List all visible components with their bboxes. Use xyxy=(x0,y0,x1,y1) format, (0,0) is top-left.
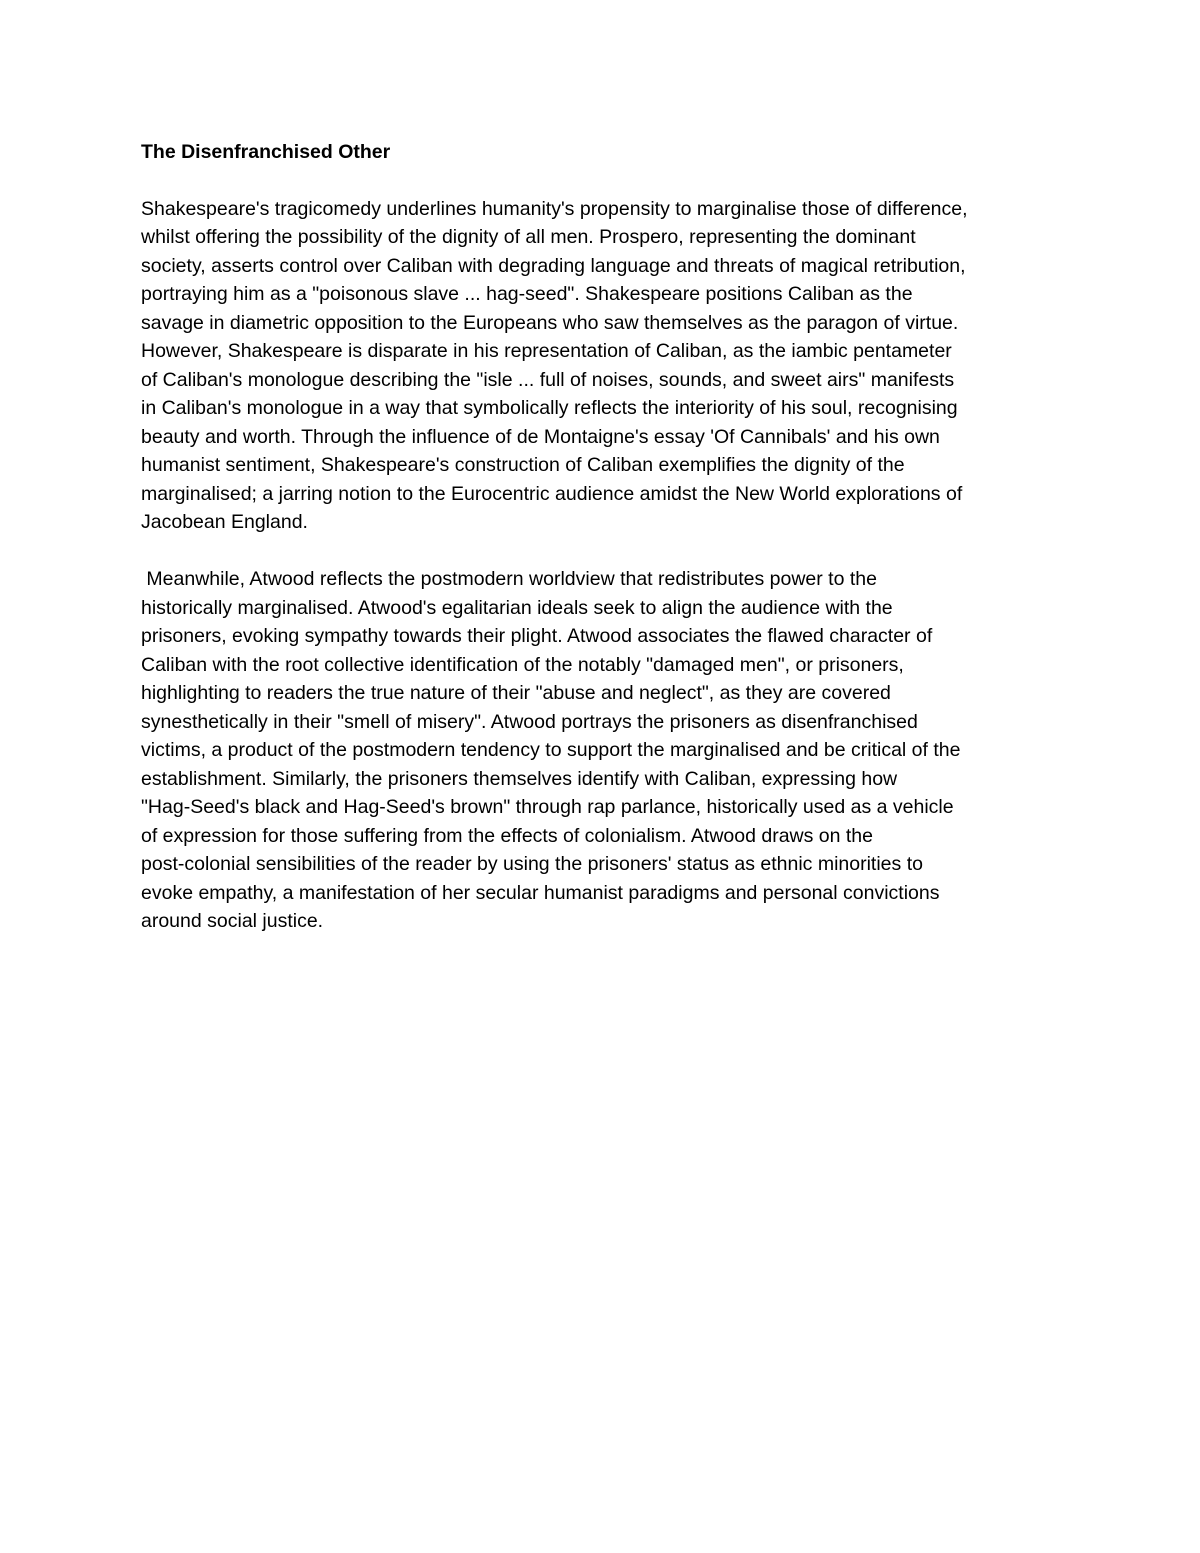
text-line: Meanwhile, Atwood reflects the postmodern worldview that redistributes power to the xyxy=(141,568,877,590)
text-line: Caliban with the root collective identification of the notably "damaged men", or prisoners, xyxy=(141,653,904,676)
text-line: post-colonial sensibilities of the reader by using the prisoners' status as ethnic minorities to xyxy=(141,853,923,875)
text-line: of expression for those suffering from the effects of colonialism. Atwood draws on the xyxy=(141,824,874,847)
text-line: savage in diametric opposition to the Europeans who saw themselves as the paragon of virtue. xyxy=(141,311,959,334)
text-line: evoke empathy, a manifestation of her secular humanist paradigms and personal convictions xyxy=(141,881,940,904)
text-line: "Hag-Seed's black and Hag-Seed's brown" through rap parlance, historically used as a vehicle xyxy=(141,796,954,818)
text-line: beauty and worth. Through the influence of de Montaigne's essay 'Of Cannibals' and his own xyxy=(141,425,940,448)
text-line: Jacobean England. xyxy=(141,511,308,533)
text-line: humanist sentiment, Shakespeare's construction of Caliban exemplifies the dignity of the xyxy=(141,454,905,476)
text-line: society, asserts control over Caliban with degrading language and threats of magical retribution, xyxy=(141,254,966,277)
document-title: The Disenfranchised Other xyxy=(141,141,391,163)
text-line: Shakespeare's tragicomedy underlines humanity's propensity to marginalise those of difference, xyxy=(141,197,968,220)
text-line: whilst offering the possibility of the dignity of all men. Prospero, representing the dominant xyxy=(141,226,916,248)
text-line: synesthetically in their "smell of misery". Atwood portrays the prisoners as disenfranchised xyxy=(141,710,918,733)
text-line: highlighting to readers the true nature of their "abuse and neglect", as they are covered xyxy=(141,682,891,704)
text-line: in Caliban's monologue in a way that symbolically reflects the interiority of his soul, recognising xyxy=(141,397,958,419)
paragraph-shakespeare xyxy=(141,195,1081,537)
text-line: establishment. Similarly, the prisoners themselves identify with Caliban, expressing how xyxy=(141,767,898,790)
text-line: portraying him as a "poisonous slave ... hag-seed". Shakespeare positions Caliban as the xyxy=(141,283,913,305)
paragraph-atwood xyxy=(141,565,1081,936)
text-line: victims, a product of the postmodern tendency to support the marginalised and be critical of the xyxy=(141,739,961,761)
text-line: around social justice. xyxy=(141,910,324,932)
text-line: marginalised; a jarring notion to the Eurocentric audience amidst the New World explorations of xyxy=(141,482,963,505)
text-line: historically marginalised. Atwood's egalitarian ideals seek to align the audience with the xyxy=(141,596,893,619)
text-line: of Caliban's monologue describing the "isle ... full of noises, sounds, and sweet airs" manifests xyxy=(141,368,955,391)
document-body xyxy=(141,138,1081,936)
text-line: prisoners, evoking sympathy towards their plight. Atwood associates the flawed character of xyxy=(141,625,933,647)
text-line: However, Shakespeare is disparate in his representation of Caliban, as the iambic pentameter xyxy=(141,340,952,362)
